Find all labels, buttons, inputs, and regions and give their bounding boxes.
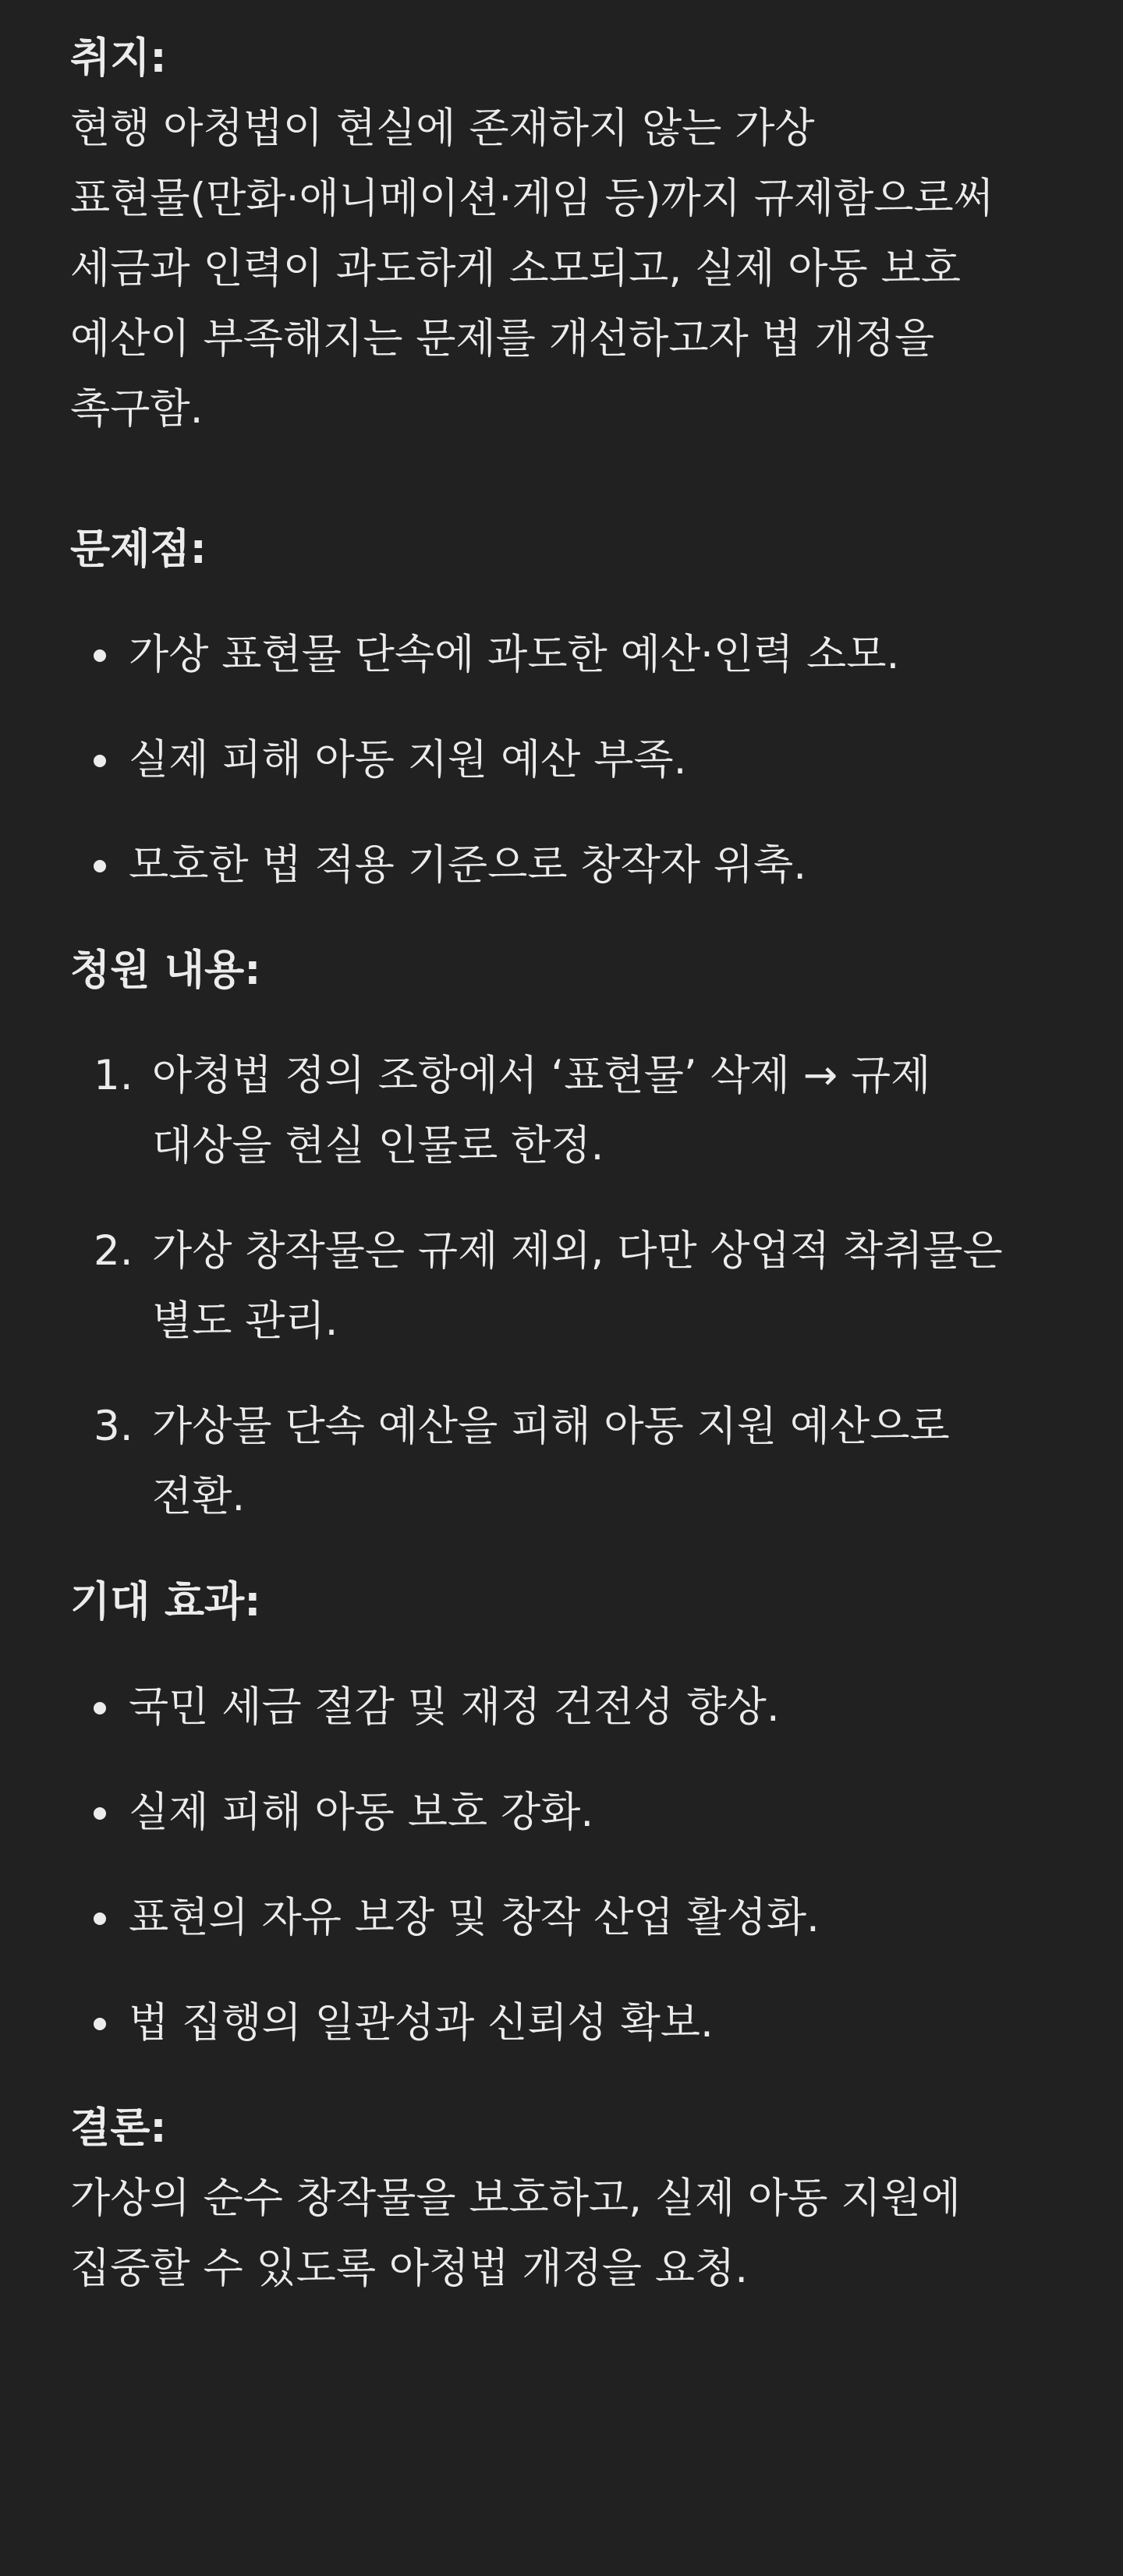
list-item-line: 아청법 정의 조항에서 ‘표현물’ 삭제 → 규제 <box>152 1052 931 1099</box>
conclusion-heading: 결론: <box>70 2104 167 2152</box>
bullet-icon <box>94 860 106 872</box>
purpose-text <box>70 94 1053 444</box>
purpose-heading: 취지: <box>70 34 167 82</box>
list-item-text: 실제 피해 아동 지원 예산 부족. <box>129 736 687 784</box>
list-number: 1. <box>94 1052 133 1099</box>
effects-section <box>70 1567 1053 2093</box>
list-item <box>70 1778 1053 1848</box>
list-item <box>70 830 1053 901</box>
list-item-line: 대상을 현실 인물로 한정. <box>152 1122 604 1169</box>
list-item-text: 실제 피해 아동 보호 강화. <box>129 1789 594 1836</box>
list-item-text: 표현의 자유 보장 및 창작 산업 활성화. <box>129 1894 820 1941</box>
bullet-icon <box>94 649 106 662</box>
conclusion-section <box>70 2093 1053 2304</box>
purpose-line: 촉구함. <box>70 385 204 433</box>
list-item <box>70 1988 1053 2058</box>
list-item-text: 법 집행의 일관성과 신뢰성 확보. <box>129 1999 714 2047</box>
purpose-line: 현행 아청법이 현실에 존재하지 않는 가상 <box>70 104 815 152</box>
problems-list <box>70 620 1053 901</box>
purpose-section <box>70 23 1053 444</box>
list-item-text: 모호한 법 적용 기준으로 창작자 위축. <box>129 841 807 889</box>
conclusion-text <box>70 2164 1053 2304</box>
list-item <box>70 1392 1053 1532</box>
bullet-icon <box>94 755 106 767</box>
list-item-line: 별도 관리. <box>152 1297 338 1345</box>
list-item <box>70 725 1053 795</box>
purpose-line: 세금과 인력이 과도하게 소모되고, 실제 아동 보호 <box>70 245 961 292</box>
list-item <box>70 1216 1053 1357</box>
list-item-line: 가상 창작물은 규제 제외, 다만 상업적 착취물은 <box>152 1227 1003 1275</box>
list-number: 3. <box>94 1403 133 1450</box>
conclusion-line: 가상의 순수 창작물을 보호하고, 실제 아동 지원에 <box>70 2174 961 2222</box>
list-item-text: 가상 표현물 단속에 과도한 예산·인력 소모. <box>129 631 900 678</box>
problems-heading: 문제점: <box>70 525 207 573</box>
list-item <box>70 1672 1053 1743</box>
list-item-line: 전환. <box>152 1473 246 1520</box>
effects-list <box>70 1672 1053 2058</box>
bullet-icon <box>94 1913 106 1925</box>
purpose-line: 예산이 부족해지는 문제를 개선하고자 법 개정을 <box>70 315 935 363</box>
bullet-icon <box>94 2018 106 2030</box>
problems-section <box>70 515 1053 936</box>
list-item-line: 가상물 단속 예산을 피해 아동 지원 예산으로 <box>152 1403 950 1450</box>
list-item-text: 국민 세금 절감 및 재정 건전성 향상. <box>129 1683 780 1731</box>
petition-section <box>70 936 1053 1567</box>
list-item <box>70 1041 1053 1181</box>
petition-heading: 청원 내용: <box>70 947 261 994</box>
conclusion-line: 집중할 수 있도록 아청법 개정을 요청. <box>70 2245 749 2292</box>
list-number: 2. <box>94 1227 133 1275</box>
bullet-icon <box>94 1807 106 1820</box>
list-item <box>70 620 1053 690</box>
effects-heading: 기대 효과: <box>70 1578 261 1626</box>
purpose-line: 표현물(만화·애니메이션·게임 등)까지 규제함으로써 <box>70 175 994 222</box>
petition-list <box>70 1041 1053 1532</box>
bullet-icon <box>94 1702 106 1714</box>
list-item <box>70 1883 1053 1953</box>
